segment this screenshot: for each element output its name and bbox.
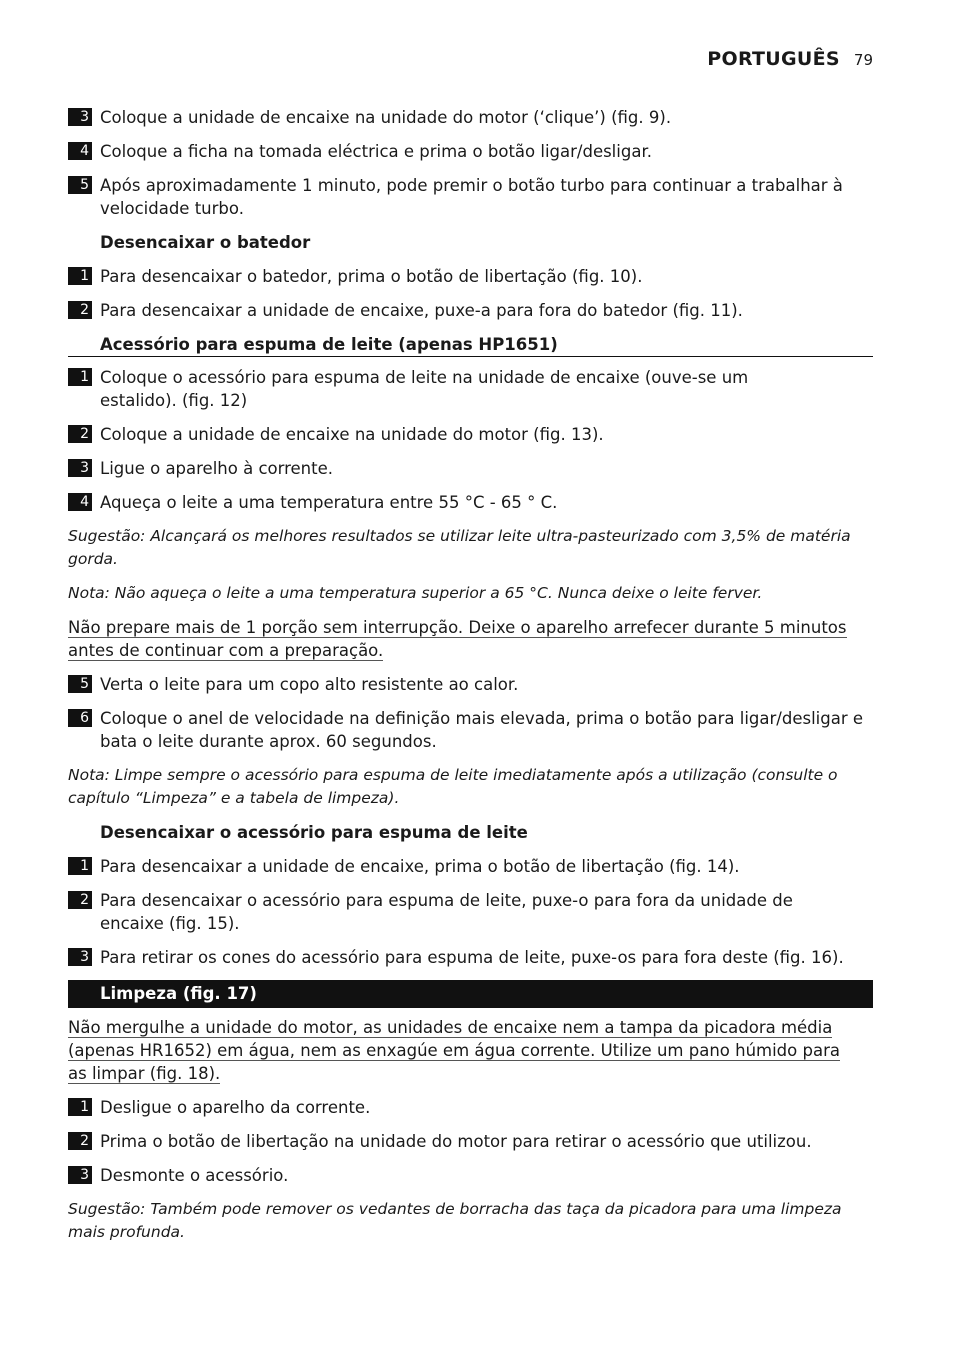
- step-text: Para desencaixar a unidade de encaixe, puxe-a para fora do batedor (fig. 11).: [100, 301, 743, 320]
- section-heading: Desencaixar o batedor: [100, 233, 311, 252]
- step-item: [68, 889, 840, 935]
- step-text: Para desencaixar a unidade de encaixe, prima o botão de libertação (fig. 14).: [100, 857, 740, 876]
- warning-text: [68, 1016, 858, 1085]
- step-item: [68, 265, 873, 288]
- step-text: Coloque a unidade de encaixe na unidade do motor (fig. 13).: [100, 425, 604, 444]
- note-text: Nota: Não aqueça o leite a uma temperatura superior a 65 °C. Nunca deixe o leite ferver.: [68, 584, 763, 602]
- step-text: Verta o leite para um copo alto resistente ao calor.: [100, 675, 519, 694]
- section-heading-bar: Limpeza (fig. 17): [68, 980, 873, 1008]
- step-number: 2: [68, 425, 92, 443]
- step-text: Coloque a unidade de encaixe na unidade do motor (‘clique’) (fig. 9).: [100, 108, 672, 127]
- step-item: [68, 423, 873, 446]
- step-item: [68, 106, 873, 129]
- step-item: [68, 1130, 873, 1153]
- step-number: 3: [68, 108, 92, 126]
- step-number: 4: [68, 142, 92, 160]
- step-number: 1: [68, 267, 92, 285]
- warning-underlined: Não mergulhe a unidade do motor, as unidades de encaixe nem a tampa da picadora média (apenas HR1652) em água, nem as enxagúe em água corrente. Utilize um pano húmido para as limpar (fig. 18).: [68, 1018, 840, 1083]
- warning-underlined: Não prepare mais de 1 porção sem interrupção. Deixe o aparelho arrefecer durante 5 minutos antes de continuar com a preparação.: [68, 618, 847, 660]
- page-header: [0, 48, 873, 70]
- step-text: Coloque o anel de velocidade na definição mais elevada, prima o botão para ligar/desligar e bata o leite durante aprox. 60 segundos.: [100, 709, 864, 751]
- step-number: 6: [68, 709, 92, 727]
- step-number: 3: [68, 1166, 92, 1184]
- step-number: 1: [68, 857, 92, 875]
- step-text: Após aproximadamente 1 minuto, pode premir o botão turbo para continuar a trabalhar à velocidade turbo.: [100, 176, 843, 218]
- step-number: 3: [68, 459, 92, 477]
- tip-note: Sugestão: Também pode remover os vedantes de borracha das taça da picadora para uma limpeza mais profunda.: [68, 1200, 842, 1241]
- step-number: 2: [68, 301, 92, 319]
- step-item: [68, 673, 873, 696]
- step-item: [68, 855, 873, 878]
- step-text: Para retirar os cones do acessório para espuma de leite, puxe-os para fora deste (fig. 16).: [100, 948, 844, 967]
- note-text: Nota: Limpe sempre o acessório para espuma de leite imediatamente após a utilização (consulte o capítulo “Limpeza” e a tabela de limpeza).: [68, 766, 838, 807]
- step-item: [68, 299, 873, 322]
- warning-text: [68, 616, 858, 662]
- step-number: 1: [68, 368, 92, 386]
- step-text: Ligue o aparelho à corrente.: [100, 459, 334, 478]
- step-item: [68, 491, 873, 514]
- step-item: [68, 707, 873, 753]
- step-text: Para desencaixar o batedor, prima o botão de libertação (fig. 10).: [100, 267, 643, 286]
- step-number: 3: [68, 948, 92, 966]
- page-number: 79: [853, 51, 873, 69]
- step-item: [68, 366, 800, 412]
- step-item: [68, 1096, 873, 1119]
- step-number: 2: [68, 1132, 92, 1150]
- step-text: Para desencaixar o acessório para espuma de leite, puxe-o para fora da unidade de encaixe (fig. 15).: [100, 891, 793, 933]
- step-text: Desmonte o acessório.: [100, 1166, 289, 1185]
- step-text: Coloque a ficha na tomada eléctrica e prima o botão ligar/desligar.: [100, 142, 652, 161]
- section-heading: Desencaixar o acessório para espuma de leite: [100, 823, 528, 842]
- step-text: Coloque o acessório para espuma de leite na unidade de encaixe (ouve-se um estalido). (fig. 12): [100, 368, 749, 410]
- step-number: 5: [68, 176, 92, 194]
- step-text: Desligue o aparelho da corrente.: [100, 1098, 371, 1117]
- step-number: 2: [68, 891, 92, 909]
- step-text: Prima o botão de libertação na unidade do motor para retirar o acessório que utilizou.: [100, 1132, 812, 1151]
- step-item: [68, 1164, 873, 1187]
- step-number: 4: [68, 493, 92, 511]
- step-item: [68, 140, 873, 163]
- step-item: [68, 946, 873, 969]
- step-item: [68, 174, 873, 220]
- tip-note: Sugestão: Alcançará os melhores resultados se utilizar leite ultra-pasteurizado com 3,5% de matéria gorda.: [68, 527, 851, 568]
- language-label: PORTUGUÊS: [707, 48, 840, 70]
- step-item: [68, 457, 873, 480]
- step-text: Aqueça o leite a uma temperatura entre 55 °C - 65 ° C.: [100, 493, 558, 512]
- page-content: [68, 106, 873, 1255]
- section-heading: Acessório para espuma de leite (apenas HP1651): [68, 333, 873, 357]
- step-number: 5: [68, 675, 92, 693]
- step-number: 1: [68, 1098, 92, 1116]
